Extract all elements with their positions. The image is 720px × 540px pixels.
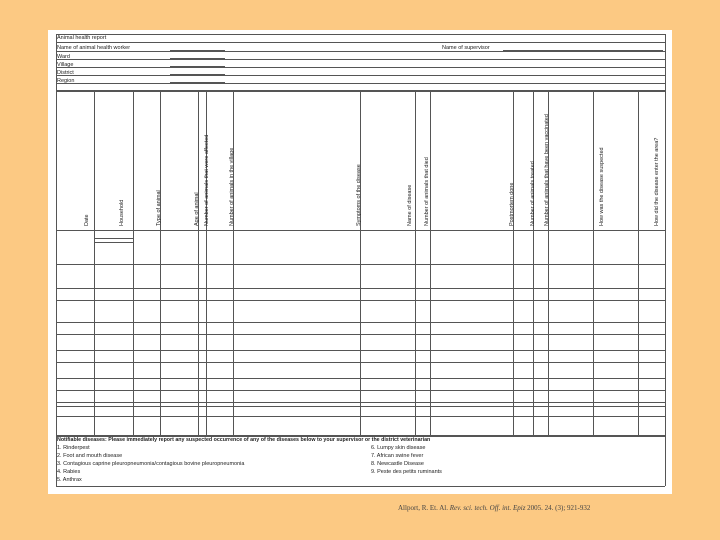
table-row-line — [56, 378, 665, 379]
column-header: Number of animals that were affected — [204, 134, 210, 226]
column-divider — [233, 90, 234, 435]
table-row-line — [56, 264, 665, 265]
column-header: Number of animals in the village — [229, 147, 235, 226]
header-row-divider — [56, 75, 665, 76]
column-header: Symptoms of the disease — [356, 164, 362, 226]
column-divider — [198, 90, 199, 435]
notifiable-item: 3. Contagious caprine pleuropneumonia/contagious bovine pleuropneumonia — [57, 461, 245, 467]
column-header: How did the disease enter the area? — [654, 137, 660, 226]
column-header: Type of animal — [156, 190, 162, 226]
frame-right — [665, 34, 666, 486]
column-header: Household — [119, 199, 125, 226]
supervisor-underline — [503, 50, 663, 51]
frame-top — [56, 34, 665, 35]
form-title: Animal health report — [57, 35, 107, 41]
column-header: Number of animals that have been vaccinated — [544, 114, 550, 226]
column-divider — [638, 90, 639, 435]
notifiable-item: 5. Anthrax — [57, 477, 82, 483]
notifiable-item: 7. African swine fever — [371, 453, 424, 459]
report-form-sheet — [48, 30, 672, 494]
column-divider — [430, 90, 431, 435]
header-row-divider — [56, 83, 665, 84]
header-row-divider — [56, 67, 665, 68]
frame-bottom — [56, 486, 665, 487]
column-header: Number of animals treated — [530, 161, 536, 226]
field-underline — [170, 58, 225, 59]
notifiable-item: 4. Rabies — [57, 469, 81, 475]
field-label-district: District — [57, 70, 74, 76]
field-label-ward: Ward — [57, 54, 70, 60]
column-divider — [160, 90, 161, 435]
header-row-divider — [56, 51, 665, 52]
notifiable-item: 2. Foot and mouth disease — [57, 453, 123, 459]
field-label-village: Village — [57, 62, 74, 68]
column-header: How was the disease suspected — [599, 147, 605, 226]
field-label-worker: Name of animal health worker — [57, 45, 131, 51]
column-divider — [133, 90, 134, 435]
household-subline — [94, 238, 133, 239]
field-label-region: Region — [57, 78, 75, 84]
column-divider — [360, 90, 361, 435]
column-header: Postmortem done — [509, 182, 515, 226]
citation-details: 2005. 24. (3); 921-932 — [527, 504, 591, 512]
citation-authors: Allport, R. Et. Al. — [398, 504, 448, 512]
column-divider — [513, 90, 514, 435]
field-underline — [170, 74, 225, 75]
table-row-line — [56, 406, 665, 407]
column-header: Name of disease — [407, 184, 413, 226]
notifiable-heading: Notifiable diseases: Please immediately report any suspected occurrence of any of the diseases below to your supervisor or the district veterinarian — [57, 437, 431, 443]
table-row-line — [56, 402, 665, 403]
column-header: Date — [84, 214, 90, 226]
column-header: Age of animal — [194, 192, 200, 226]
column-divider — [533, 90, 534, 435]
table-row-line — [56, 334, 665, 335]
table-row-line — [56, 322, 665, 323]
column-divider — [415, 90, 416, 435]
header-row-divider — [56, 59, 665, 60]
table-row-line — [56, 362, 665, 363]
field-underline — [170, 66, 225, 67]
notifiable-item: 1. Rinderpest — [57, 445, 90, 451]
citation — [398, 504, 590, 512]
column-divider — [94, 90, 95, 435]
table-bottom — [56, 435, 665, 437]
notifiable-item: 6. Lumpy skin disease — [371, 445, 426, 451]
field-underline — [170, 50, 225, 51]
column-divider — [593, 90, 594, 435]
field-underline — [170, 82, 225, 83]
table-row-line — [56, 300, 665, 301]
table-row-line — [56, 390, 665, 391]
table-row-line — [56, 350, 665, 351]
notifiable-item: 8. Newcastle Disease — [371, 461, 424, 467]
household-subline — [94, 242, 133, 243]
notifiable-item: 9. Peste des petits ruminants — [371, 469, 442, 475]
column-header: Number of animals that died — [424, 157, 430, 226]
field-label-supervisor: Name of supervisor — [442, 45, 490, 51]
header-row-divider — [56, 42, 665, 43]
table-row-line — [56, 416, 665, 417]
citation-journal: Rev. sci. tech. Off. int. Epiz — [449, 504, 526, 512]
table-row-line — [56, 288, 665, 289]
frame-left — [56, 34, 57, 486]
